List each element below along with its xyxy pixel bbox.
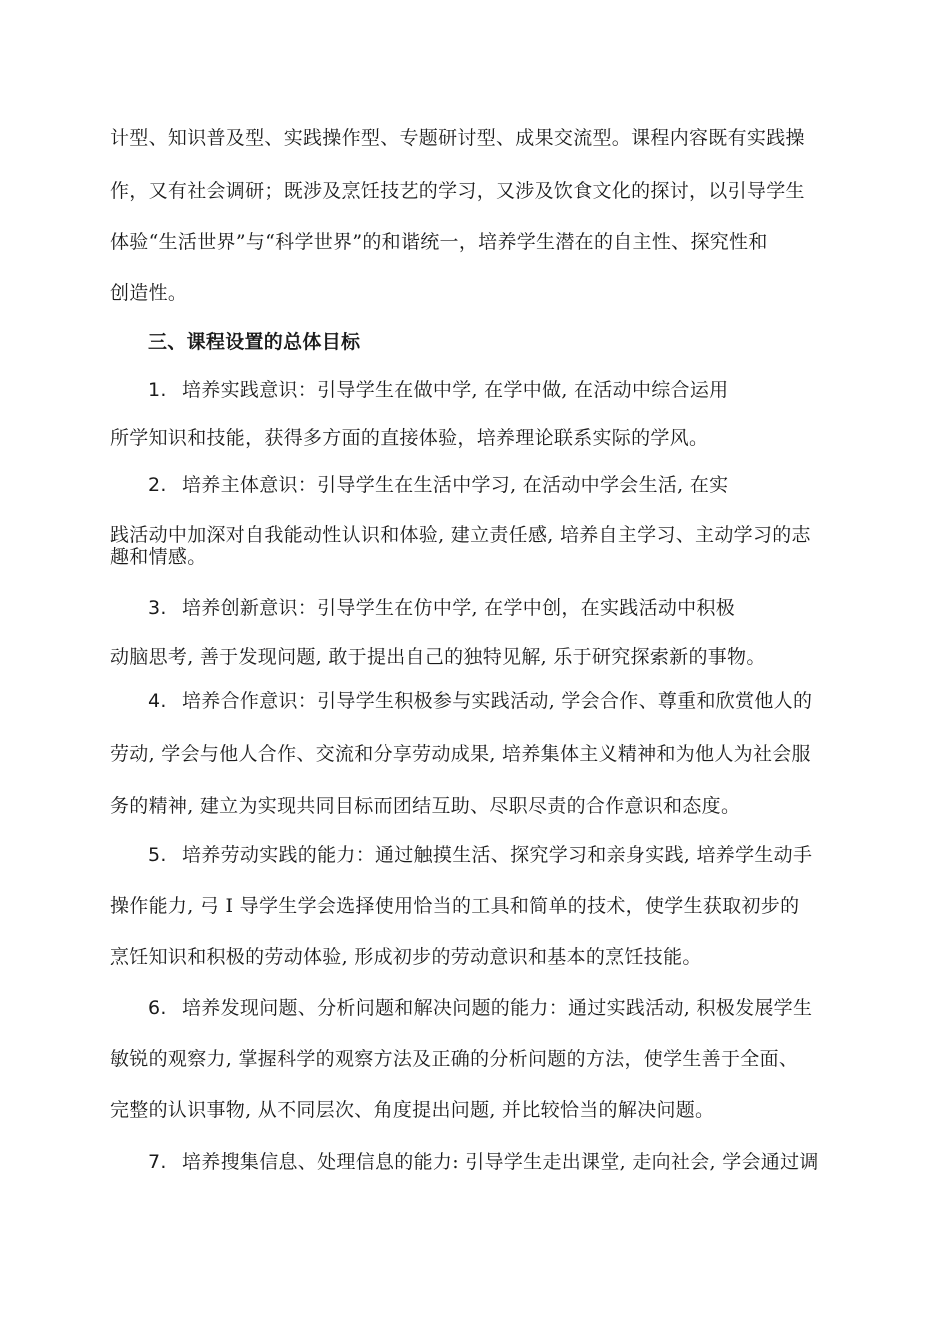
goal-1-first-line	[148, 378, 842, 402]
intro-line: 作，又有社会调研；既涉及烹饪技艺的学习，又涉及饮食文化的探讨，以引导学生	[110, 180, 805, 202]
goal-2-line: 趣和情感。	[110, 546, 207, 568]
goal-5-first-line	[148, 843, 842, 867]
goal-3-first-line	[148, 596, 842, 620]
goal-number: 2.	[148, 474, 167, 496]
goal-6-line: 完整的认识事物, 从不同层次、角度提出问题, 并比较恰当的解决问题。	[110, 1099, 715, 1121]
goal-7-first-line	[148, 1150, 842, 1174]
intro-line: 体验“生活世界”与“科学世界”的和谐统一，培养学生潜在的自主性、探究性和	[110, 231, 768, 253]
goal-6-first-line	[148, 996, 842, 1020]
goal-5-line: 烹饪知识和积极的劳动体验, 形成初步的劳动意识和基本的烹饪技能。	[110, 946, 702, 968]
goal-4-first-line	[148, 689, 842, 713]
goal-text: 培养合作意识：引导学生积极参与实践活动, 学会合作、尊重和欣赏他人的	[182, 690, 813, 712]
goal-4-line: 劳动, 学会与他人合作、交流和分享劳动成果, 培养集体主义精神和为他人为社会服	[110, 743, 811, 765]
goal-text: 培养劳动实践的能力：通过触摸生活、探究学习和亲身实践, 培养学生动手	[182, 844, 813, 866]
goal-number: 5.	[148, 844, 167, 866]
goal-text: 培养创新意识：引导学生在仿中学, 在学中创，在实践活动中积极	[182, 597, 736, 619]
goal-number: 6.	[148, 997, 167, 1019]
goal-number: 4.	[148, 690, 167, 712]
goal-number: 1.	[148, 379, 167, 401]
goal-text: 培养主体意识：引导学生在生活中学习, 在活动中学会生活, 在实	[182, 474, 729, 496]
goal-number: 3.	[148, 597, 167, 619]
goal-1-line: 所学知识和技能，获得多方面的直接体验，培养理论联系实际的学风。	[110, 427, 709, 449]
goal-4-line: 务的精神, 建立为实现共同目标而团结互助、尽职尽责的合作意识和态度。	[110, 795, 741, 817]
intro-line: 计型、知识普及型、实践操作型、专题研讨型、成果交流型。课程内容既有实践操	[110, 127, 805, 149]
goal-text: 培养实践意识：引导学生在做中学, 在学中做, 在活动中综合运用	[182, 379, 729, 401]
goal-3-line: 动脑思考, 善于发现问题, 敢于提出自己的独特见解, 乐于研究探索新的事物。	[110, 646, 766, 668]
goal-text: 培养发现问题、分析问题和解决问题的能力：通过实践活动, 积极发展学生	[182, 997, 813, 1019]
section-heading: 三、课程设置的总体目标	[148, 331, 361, 353]
goal-2-first-line	[148, 473, 842, 497]
goal-2-line: 践活动中加深对自我能动性认识和体验, 建立责任感, 培养自主学习、主动学习的志	[110, 524, 811, 546]
intro-line: 创造性。	[110, 282, 188, 304]
goal-text: 培养搜集信息、处理信息的能力: 引导学生走出课堂, 走向社会, 学会通过调	[182, 1151, 819, 1173]
goal-5-line: 操作能力, 弓 I 导学生学会选择使用恰当的工具和简单的技术，使学生获取初步的	[110, 895, 800, 917]
goal-number: 7.	[148, 1151, 167, 1173]
goal-6-line: 敏锐的观察力, 掌握科学的观察方法及正确的分析问题的方法，使学生善于全面、	[110, 1048, 799, 1070]
